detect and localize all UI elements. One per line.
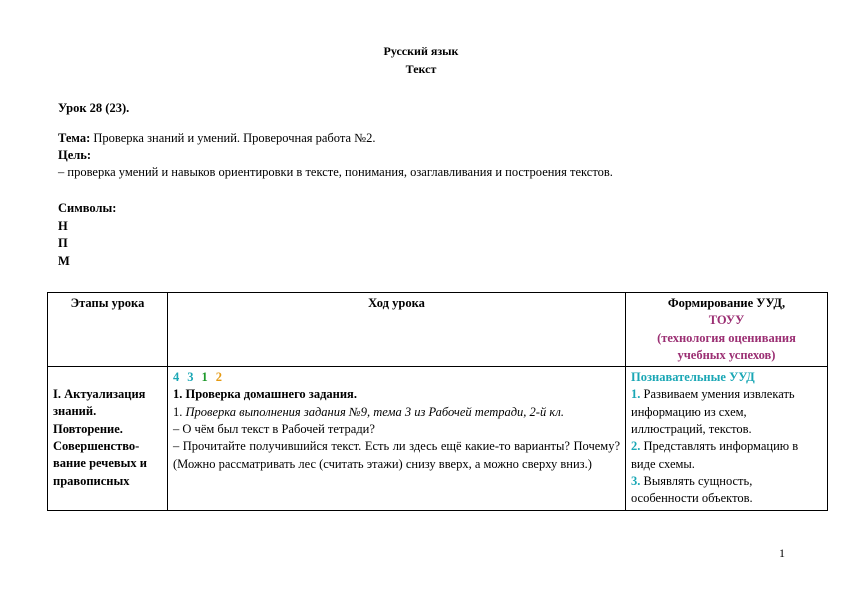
number-1: 1 xyxy=(201,370,208,385)
symbol-item: Н xyxy=(58,219,68,233)
symbols-label: Символы: xyxy=(58,201,117,215)
course-cell xyxy=(168,367,626,510)
number-2: 2 xyxy=(215,370,222,385)
goal-text: – проверка умений и навыков ориентировки в тексте, понимания, озаглавливания и построения текстов. xyxy=(58,165,613,179)
stage-line: вание речевых и xyxy=(53,456,147,471)
header-uud-line4: учебных успехов) xyxy=(677,347,776,362)
stage-cell xyxy=(48,367,168,510)
uud-item-text: Представлять информацию в виде схемы. xyxy=(631,439,799,471)
stage-line: Повторение. xyxy=(53,421,123,436)
goal-label: Цель: xyxy=(58,148,92,162)
uud-item xyxy=(631,473,822,508)
course-question: – О чём был текст в Рабочей тетради? xyxy=(173,422,375,437)
uud-item xyxy=(631,386,822,438)
stage-line: правописных xyxy=(53,473,130,488)
symbol-numbers xyxy=(173,369,620,386)
theme-text: Проверка знаний и умений. Проверочная работа №2. xyxy=(90,131,376,145)
table-row xyxy=(48,367,828,510)
symbol-item: П xyxy=(58,236,68,250)
header-course: Ход урока xyxy=(168,293,626,367)
uud-item-text: Выявлять сущность, особенности объектов. xyxy=(631,473,753,506)
uud-item xyxy=(631,438,822,473)
course-title: 1. Проверка домашнего задания. xyxy=(173,387,357,402)
uud-item-text: Развиваем умения извлекать информацию из схем, иллюстраций, текстов. xyxy=(631,387,795,437)
stage-line: знаний. xyxy=(53,404,97,419)
uud-item-num: 2. xyxy=(631,439,641,454)
lesson-table xyxy=(47,292,828,511)
lesson-theme xyxy=(58,131,375,146)
uud-title: Познавательные УУД xyxy=(631,370,755,385)
table-header-row xyxy=(48,293,828,367)
document-topic: Текст xyxy=(405,62,437,76)
course-item-num: 1. xyxy=(173,404,186,419)
theme-label: Тема: xyxy=(58,131,91,145)
course-item xyxy=(173,404,620,421)
course-item-text: Проверка выполнения задания №9, тема 3 из Рабочей тетради, 2-й кл. xyxy=(185,404,565,419)
header-uud-line3: (технология оценивания xyxy=(657,330,796,345)
uud-item-num: 3. xyxy=(631,473,641,488)
stage-line: I. Актуализация xyxy=(53,387,146,402)
header-uud-line2: ТОУУ xyxy=(708,313,745,328)
lesson-number: Урок 28 (23). xyxy=(58,101,130,115)
stage-line: Совершенство- xyxy=(53,439,140,454)
header-uud xyxy=(626,293,828,367)
symbol-item: М xyxy=(58,254,70,268)
header-stages: Этапы урока xyxy=(48,293,168,367)
header-uud-line1: Формирование УУД, xyxy=(667,296,786,310)
uud-item-num: 1. xyxy=(631,387,641,402)
number-3: 3 xyxy=(187,370,194,385)
course-question: – Прочитайте получившийся текст. Есть ли здесь ещё какие-то варианты? Почему? (Можно рассматривать лес (считать этажи) снизу вверх, а можно сверху вниз.) xyxy=(173,439,620,471)
number-4: 4 xyxy=(173,370,180,385)
document-subject: Русский язык xyxy=(383,44,459,58)
uud-cell xyxy=(626,367,828,510)
page-number: 1 xyxy=(779,546,785,560)
